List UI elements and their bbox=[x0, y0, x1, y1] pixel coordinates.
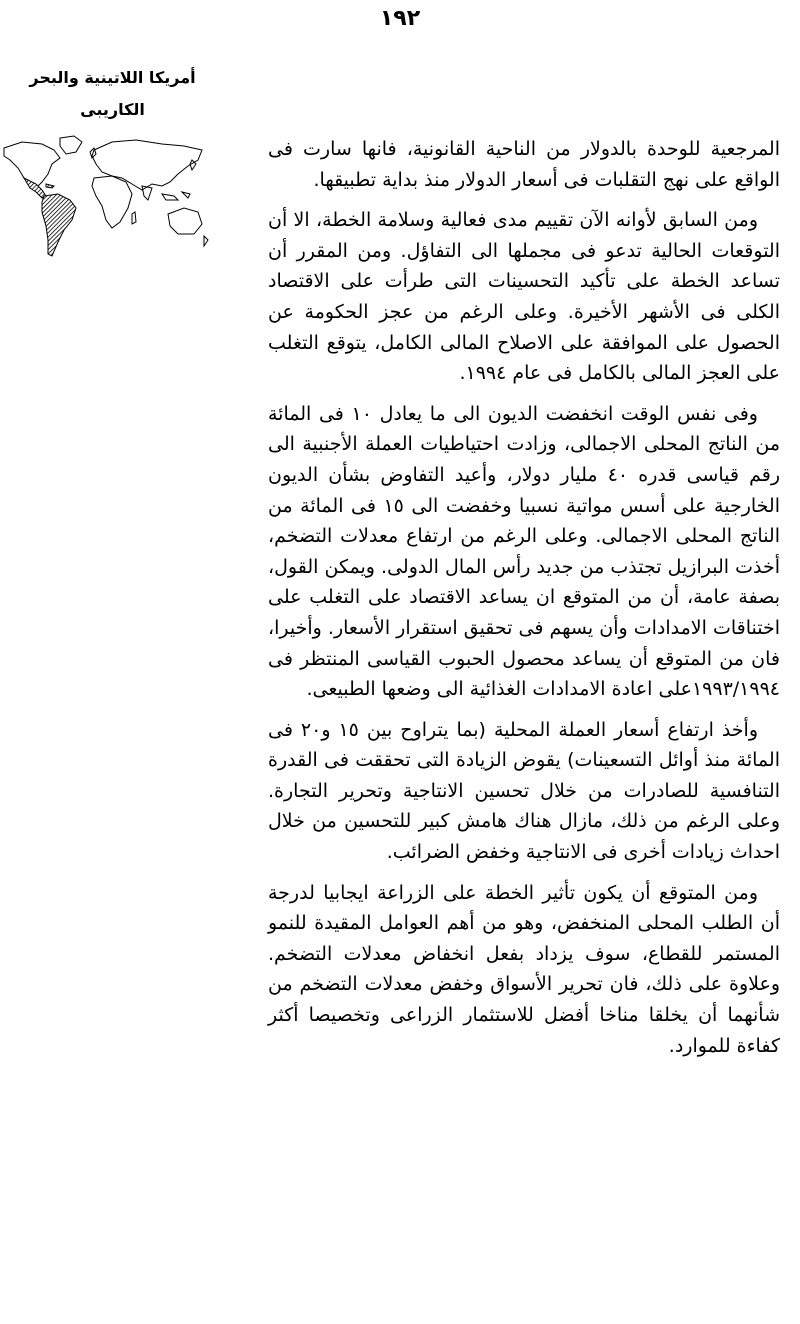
paragraph-2: ومن السابق لأوانه الآن تقييم مدى فعالية وسلامة الخطة، الا أن التوقعات الحالية تدعو فى مجملها الى التفاؤل. ومن المقرر أن تساعد الخطة على تأكيد التحسينات التى طرأت على الاقتصاد الكلى فى الأشهر الأخيرة. وعلى الرغم من عجز الحكومة عن الحصول على الموافقة على الاصلاح المالى الكامل، يتوقع التغلب على العجز المالى بالكامل فى عام ١٩٩٤. bbox=[268, 209, 780, 385]
sidebar bbox=[0, 62, 215, 264]
world-map-icon bbox=[2, 134, 212, 264]
paragraph-1: المرجعية للوحدة بالدولار من الناحية القانونية، فانها سارت فى الواقع على نهج التقلبات فى أسعار الدولار منذ بداية تطبيقها. bbox=[268, 138, 780, 191]
section-label bbox=[0, 62, 215, 126]
paragraph-4: وأخذ ارتفاع أسعار العملة المحلية (بما يتراوح بين ١٥ و٢٠ فى المائة منذ أوائل التسعينات) يقوض الزيادة التى تحققت فى القدرة التنافسية للصادرات من خلال تحسين الانتاجية وتحرير التجارة. وعلى الرغم من ذلك، مازال هناك هامش كبير للتحسين من خلال احداث زيادات أخرى فى الانتاجية وخفض الضرائب. bbox=[268, 718, 780, 864]
body-text bbox=[268, 134, 780, 1071]
section-label-line-1: أمريكا اللاتينية والبحر bbox=[29, 68, 196, 87]
section-label-line-2: الكاريبى bbox=[80, 100, 145, 119]
paragraph-3: وفى نفس الوقت انخفضت الديون الى ما يعادل ١٠ فى المائة من الناتج المحلى الاجمالى، وزادت احتياطيات العملة الأجنبية الى رقم قياسى قدره ٤٠ مليار دولار، وأعيد التفاوض بشأن الديون الخارجية على أسس مواتية نسبيا وخفضت الى ١٥ فى المائة من الناتج المحلى الاجمالى. وعلى الرغم من ارتفاع معدلات التضخم، أخذت البرازيل تجتذب من جديد رأس المال الدولى. ويمكن القول، بصفة عامة، أن من المتوقع ان يساعد الاقتصاد على التغلب على اختناقات الامدادات وأن يسهم فى تحقيق استقرار الأسعار. وأخيرا، فان من المتوقع أن يساعد محصول الحبوب القياسى المنتظر فى ١٩٩٣/١٩٩٤على اعادة الامدادات الغذائية الى وضعها الطبيعى. bbox=[268, 402, 780, 701]
paragraph-5: ومن المتوقع أن يكون تأثير الخطة على الزراعة ايجابيا لدرجة أن الطلب المحلى المنخفض، وهو من أهم العوامل المقيدة للنمو المستمر للقطاع، سوف يزداد بفعل انخفاض معدلات التضخم. وعلاوة على ذلك، فان تحرير الأسواق وخفض معدلات التضخم من شأنهما أن يخلقا مناخا أفضل للاستثمار الزراعى وتخصيصا أكثر كفاءة للموارد. bbox=[268, 881, 780, 1057]
page-number: ١٩٢ bbox=[379, 6, 421, 31]
